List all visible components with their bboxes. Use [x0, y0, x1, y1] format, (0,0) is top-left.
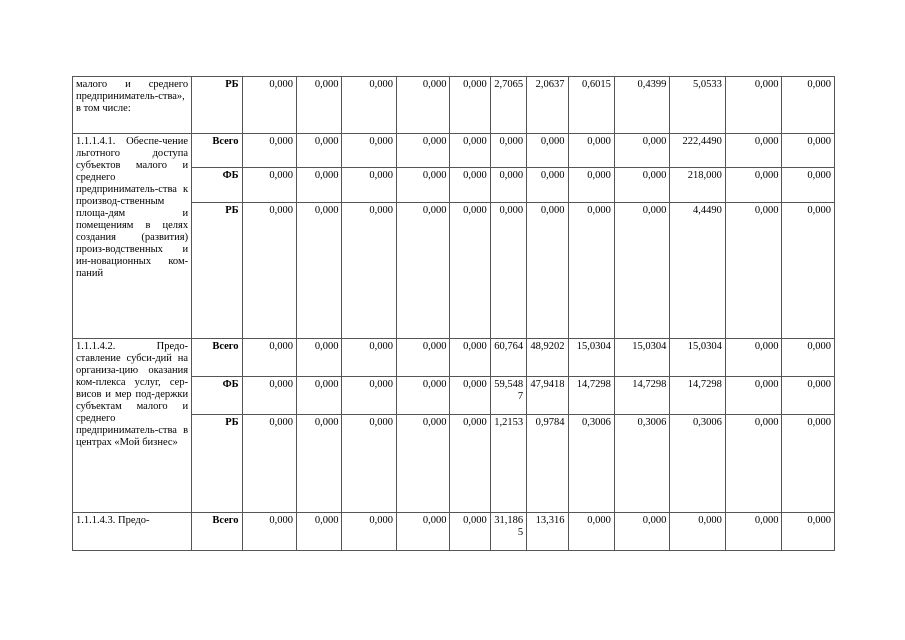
table-row: [73, 77, 835, 134]
value-cell: 0,000: [297, 339, 342, 377]
value-cell: 0,000: [782, 415, 835, 513]
value-cell: 0,000: [568, 134, 614, 168]
value-cell: 0,000: [342, 134, 397, 168]
value-cell: 0,000: [490, 134, 526, 168]
value-cell: 0,3006: [614, 415, 670, 513]
value-cell: 0,000: [396, 77, 449, 134]
value-cell: 0,000: [614, 168, 670, 203]
value-cell: 0,000: [396, 415, 449, 513]
value-cell: 59,5487: [490, 377, 526, 415]
value-cell: 0,000: [342, 513, 397, 551]
row-description: 1.1.1.4.3. Предо-: [73, 513, 192, 551]
value-cell: 0,000: [342, 77, 397, 134]
value-cell: 0,000: [242, 415, 297, 513]
value-cell: 0,000: [614, 203, 670, 339]
value-cell: 0,000: [568, 203, 614, 339]
value-cell: 0,000: [568, 513, 614, 551]
value-cell: 0,000: [242, 134, 297, 168]
value-cell: 218,000: [670, 168, 726, 203]
value-cell: 2,7065: [490, 77, 526, 134]
value-cell: 14,7298: [614, 377, 670, 415]
funding-source: ФБ: [192, 377, 242, 415]
value-cell: 4,4490: [670, 203, 726, 339]
value-cell: 0,000: [725, 168, 782, 203]
value-cell: 0,000: [342, 415, 397, 513]
funding-source: Всего: [192, 134, 242, 168]
value-cell: 48,9202: [527, 339, 568, 377]
value-cell: 0,000: [450, 203, 490, 339]
value-cell: 0,000: [490, 203, 526, 339]
value-cell: 15,0304: [568, 339, 614, 377]
value-cell: 0,000: [725, 415, 782, 513]
value-cell: 60,764: [490, 339, 526, 377]
value-cell: 0,000: [782, 77, 835, 134]
value-cell: 222,4490: [670, 134, 726, 168]
value-cell: 13,316: [527, 513, 568, 551]
funding-source: РБ: [192, 203, 242, 339]
value-cell: 0,000: [342, 339, 397, 377]
value-cell: 31,1865: [490, 513, 526, 551]
value-cell: 0,000: [396, 377, 449, 415]
value-cell: 0,000: [782, 203, 835, 339]
value-cell: 0,000: [725, 513, 782, 551]
funding-source: РБ: [192, 77, 242, 134]
value-cell: 0,000: [725, 203, 782, 339]
value-cell: 0,000: [725, 77, 782, 134]
value-cell: 0,000: [297, 77, 342, 134]
value-cell: 0,000: [297, 134, 342, 168]
value-cell: 0,000: [450, 415, 490, 513]
value-cell: 0,000: [614, 513, 670, 551]
value-cell: 0,000: [450, 339, 490, 377]
value-cell: 15,0304: [614, 339, 670, 377]
value-cell: 47,9418: [527, 377, 568, 415]
budget-table: [72, 76, 835, 551]
value-cell: 0,3006: [670, 415, 726, 513]
table-row: [73, 339, 835, 377]
value-cell: 0,000: [297, 415, 342, 513]
value-cell: 0,000: [242, 203, 297, 339]
value-cell: 0,3006: [568, 415, 614, 513]
value-cell: 0,000: [782, 513, 835, 551]
value-cell: 0,000: [614, 134, 670, 168]
value-cell: 0,000: [450, 134, 490, 168]
value-cell: 0,000: [342, 203, 397, 339]
value-cell: 0,000: [242, 339, 297, 377]
value-cell: 0,000: [396, 203, 449, 339]
value-cell: 0,000: [450, 377, 490, 415]
table-row: [73, 513, 835, 551]
funding-source: ФБ: [192, 168, 242, 203]
funding-source: Всего: [192, 513, 242, 551]
value-cell: 0,000: [527, 203, 568, 339]
value-cell: 15,0304: [670, 339, 726, 377]
value-cell: 0,000: [297, 377, 342, 415]
value-cell: 0,000: [568, 168, 614, 203]
value-cell: 0,000: [396, 168, 449, 203]
value-cell: 0,000: [782, 168, 835, 203]
value-cell: 0,000: [242, 168, 297, 203]
value-cell: 0,000: [450, 77, 490, 134]
value-cell: 0,000: [297, 513, 342, 551]
value-cell: 0,000: [527, 134, 568, 168]
value-cell: 0,000: [782, 134, 835, 168]
value-cell: 0,000: [242, 77, 297, 134]
row-description: 1.1.1.4.2. Предо-ставление субси-дий на организа-цию оказания ком-плекса услуг, сер-висов и мер под-держки субъектам малого и среднего предприниматель-ства в центрах «Мой бизнес»: [73, 339, 192, 513]
value-cell: 1,2153: [490, 415, 526, 513]
value-cell: 0,000: [670, 513, 726, 551]
value-cell: 0,000: [490, 168, 526, 203]
value-cell: 0,000: [782, 339, 835, 377]
value-cell: 14,7298: [670, 377, 726, 415]
value-cell: 0,000: [396, 134, 449, 168]
value-cell: 0,000: [242, 513, 297, 551]
value-cell: 0,000: [725, 339, 782, 377]
row-description: малого и среднего предприниматель-ства», в том числе:: [73, 77, 192, 134]
value-cell: 0,000: [242, 377, 297, 415]
value-cell: 0,000: [342, 377, 397, 415]
value-cell: 0,000: [297, 168, 342, 203]
value-cell: 0,6015: [568, 77, 614, 134]
funding-source: РБ: [192, 415, 242, 513]
value-cell: 5,0533: [670, 77, 726, 134]
table-body: [73, 77, 835, 551]
value-cell: 0,000: [342, 168, 397, 203]
value-cell: 0,000: [396, 513, 449, 551]
value-cell: 0,4399: [614, 77, 670, 134]
value-cell: 0,000: [725, 134, 782, 168]
value-cell: 0,000: [297, 203, 342, 339]
value-cell: 0,000: [396, 339, 449, 377]
value-cell: 2,0637: [527, 77, 568, 134]
value-cell: 0,000: [782, 377, 835, 415]
value-cell: 0,000: [450, 513, 490, 551]
funding-source: Всего: [192, 339, 242, 377]
row-description: 1.1.1.4.1. Обеспе-чение льготного доступа субъектов малого и среднего предприниматель-ства к производ-ственным площа-дям и помещениям в целях создания (развития) произ-водственных и ин-новационных ком-паний: [73, 134, 192, 339]
table-row: [73, 134, 835, 168]
value-cell: 0,9784: [527, 415, 568, 513]
value-cell: 0,000: [450, 168, 490, 203]
value-cell: 0,000: [527, 168, 568, 203]
value-cell: 14,7298: [568, 377, 614, 415]
value-cell: 0,000: [725, 377, 782, 415]
